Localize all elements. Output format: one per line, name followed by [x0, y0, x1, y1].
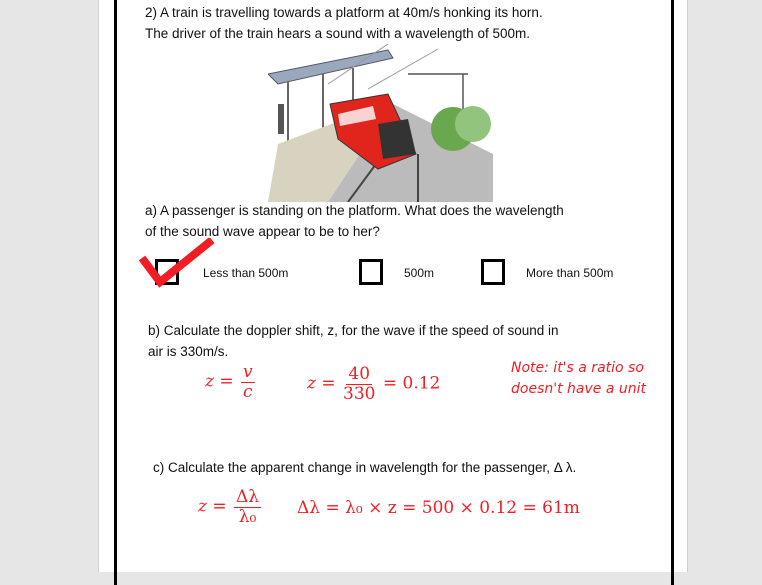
- formula-denominator: λ₀: [238, 506, 257, 527]
- calc-denominator: 330: [343, 383, 376, 404]
- formula-numerator: Δλ: [236, 487, 260, 507]
- answer-note: Note: it's a ratio so doesn't have a unit: [511, 360, 646, 397]
- doppler-formula: [205, 363, 257, 401]
- train-illustration: [268, 44, 493, 202]
- option-label-more-than-500m: More than 500m: [526, 266, 614, 280]
- formula-denominator: c: [243, 381, 253, 402]
- part-b-text-line2: air is 330m/s.: [148, 344, 229, 359]
- part-a-text-line2: of the sound wave appear to be to her?: [145, 224, 380, 239]
- formula-lhs: z =: [198, 496, 227, 517]
- checkmark-icon: [138, 238, 218, 290]
- part-a-text-line1: a) A passenger is standing on the platform. What does the wavelength: [145, 203, 564, 218]
- doppler-calculation: [307, 365, 440, 403]
- part-c-text-line1: c) Calculate the apparent change in wavelength for the passenger, Δ λ.: [153, 460, 577, 475]
- wavelength-formula: [198, 488, 263, 526]
- formula-numerator: v: [243, 362, 253, 382]
- part-b-text-line1: b) Calculate the doppler shift, z, for the wave if the speed of sound in: [148, 323, 559, 338]
- wavelength-calculation: Δλ = λ₀ × z = 500 × 0.12 = 61m: [297, 498, 580, 518]
- calc-result: = 0.12: [382, 373, 441, 394]
- option-label-less-than-500m: Less than 500m: [203, 266, 289, 280]
- question-text-line2: The driver of the train hears a sound with a wavelength of 500m.: [145, 26, 530, 41]
- calc-numerator: 40: [348, 364, 371, 384]
- question-text-line1: 2) A train is travelling towards a platform at 40m/s honking its horn.: [145, 5, 543, 20]
- checkbox-more-than-500m[interactable]: [481, 259, 505, 285]
- calc-lhs: z =: [307, 373, 336, 394]
- option-label-500m: 500m: [404, 266, 435, 280]
- formula-lhs: z =: [205, 371, 234, 392]
- checkbox-500m[interactable]: [359, 259, 383, 285]
